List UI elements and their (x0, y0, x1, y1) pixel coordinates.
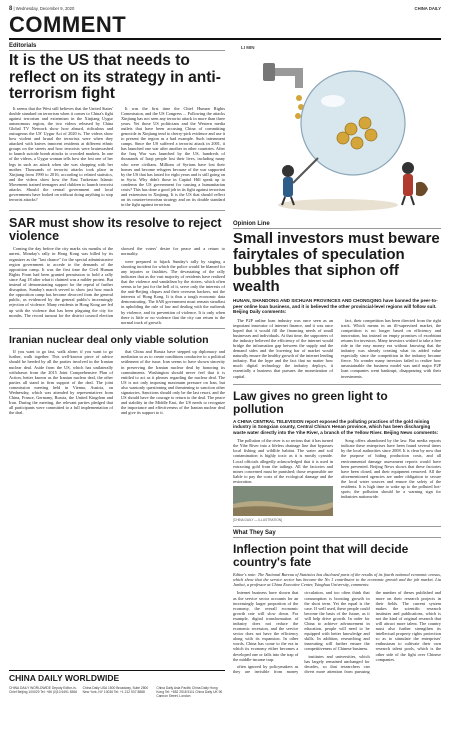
opinion-kicker: Opinion Line (233, 221, 441, 229)
masthead-info (9, 686, 225, 698)
editorial-3-col2: that China and Russia have stepped up diplomacy and mediation so as to create conditions conducive to a political settlement of the issue. Iran seems to have shown sincerity in preserving the Iranian nuclear deal by honoring its commitments. Washington should never feel that it is entitled to act as it pleases regarding the nuclear deal. The US is not only imposing maximum pressure on Iran, but also wantonly questioning and threatening to sanction other signatories. Sanctions should only be the last resort, and the US should have the courage to return to the deal. The peace and stability in the Middle East, the US needs to recognize the importance and effectiveness of the Iranian nuclear deal and give its support to it. (121, 349, 225, 416)
divider (233, 384, 441, 385)
opinion-2-body (233, 438, 441, 523)
opinion-3-headline: Inflection point that will decide country's fate (233, 542, 409, 570)
editorial-1-headline: It is the US that needs to reflect on its strategy in anti-terrorism fight (9, 52, 221, 102)
editorial-3-col1: If you want to go fast, walk alone; if you want to go further, walk together. This well-known piece of advice should be heeded by all the parties involved in the Iranian nuclear deal. Aside from the US, which has unilaterally withdrawn from the 2015 Joint Comprehensive Plan of Action, better known as the Iranian nuclear deal, the other parties all stand in firm support of the deal. The joint commission meeting held in Vienna, Austria, on Wednesday, which was attended by representatives from China, France, Germany, Russia, the United Kingdom and Iran. During the meeting, the relevant parties pledged that all participants were committed to a full implementation of the deal. (9, 349, 113, 416)
opinion-3-lead: Editor's note: The National Bureau of Statistics has disclosed parts of the results of its fourth national economic census, which show that the service sector has become the No 1 contributor to the economic growth and the job market. Liu Junhai, a professor at China Executive Center, Tsinghua University, comments: (233, 572, 441, 588)
page-number: 8 (9, 5, 13, 12)
cartoon-drawing (233, 43, 441, 221)
editorial-2-headline: SAR must show its resolve to reject violence (9, 216, 222, 244)
opinion-2-lead: A CHINA CENTRAL TELEVISION report exposed the polluting practices of the gold mining industry in Songxian county, Central China's Henan province, which has been discharging waste water directly into the Yihe River, a branch of the Yellow River. Beijing News comments: (233, 418, 439, 435)
editorials-column (9, 43, 225, 418)
opinion-column (233, 43, 441, 674)
opinion-2 (233, 390, 441, 524)
opinion-2-col1: The pollution of the river is so serious that it has turned the Yihe River into a lifeless drainage line that bypasses local fishing and wildlife habitat. The water and soil contamination is highly toxic as it is mostly cyanide. Local officials allegedly acknowledged that it is used in extracting gold from the tailings. All the factories and mines concerned must be punished; those responsible are liable to pay the costs of the ecological damage and the restoration. (233, 438, 333, 484)
editorial-3 (9, 335, 225, 418)
pollution-photo (233, 486, 333, 523)
editorial-3-headline: Iranian nuclear deal only viable solution (9, 333, 209, 346)
editorial-1-col1: It seems that the West still believes that the United States' double standard on terrorism when it comes to China's fight against terrorism and extremism in the Xinjiang Uygur autonomous region, the two videos released by China Global TV Network show how absurd, ridiculous and outrageous the US' Uygur Act of 2020 is. The videos show how violent and brutal the terrorists were when they attacked with knives innocent residents at different ethnic groups on the streets and how terrorists were brainwashed to launch suicide bomb attacks to crowded markets. In one of the videos, a Uygur woman tells how she lost one of her legs in such an attack when she was shopping with her mother. Thousands of terrorist attacks took place in Xinjiang from 1990 to 2016, according to related statistics, and the videos show how the East Turkestan Islamic Movement trained teenagers and children to launch terrorist attacks. Should the central government and local governments have looked on without doing anything to stop terrorist attacks? (9, 105, 113, 203)
masthead-title: CHINA DAILY WORLDWIDE (9, 673, 120, 683)
issue-date: Wednesday, December 9, 2020 (15, 5, 75, 11)
editorial-2-body (9, 246, 225, 324)
page-header: 8 | Wednesday, December 9, 2020 CHINA DAILY (9, 5, 441, 12)
editorial-2-col1: Coming the day before the city marks six months of the unrest, Monday's rally in Hong Kong was billed by its organizer as the "last chance" for the special administrative region government to accede to the demands of the opposition camp. It was the first time the Civil Human Rights Front had been granted permission to hold a rally since Aug 18 after what it claimed was a milder protest. But instead of demonstrating support for the repeal of further disruption, Sunday's march served to show just how much the opposition camp has become divorced from the general public, as evidenced by the general public's increasingly rejection of violence. Many residents in Hong Kong are fed up with the violence that has been plaguing the city for months. The record turnout for the district council election showed the voters' desire for peace and a return to normality. (9, 246, 225, 318)
opinion-1-headline: Small investors must beware fairytales of speculation bubbles that siphon off wealth (233, 230, 440, 295)
publication-name: CHINA DAILY (414, 6, 441, 11)
divider (9, 328, 225, 329)
opinion-1-body (233, 318, 441, 381)
opinion-3-col2: often ignored by policymakers as they are invisible from money circulation, and too often think that consumption is boosting growth in the short term. Yet the equal is the case. If well used, these people could become the basis of the future, as it will help drive growth. In order for China to achieve advancement in education, people will need to be equipped with better knowledge and skills. In addition, researching and innovating will further ensure the competitiveness of Chinese business. (233, 590, 370, 674)
masthead-box (9, 670, 225, 698)
divider (233, 526, 441, 527)
opinion-2-headline: Law gives no green light to pollution (233, 388, 388, 416)
opinion-3-body (233, 590, 441, 674)
opinion-3-col3: institutes and universities, which has largely remained unchanged for decades, so that researchers can divert more attention from pursuing the number of theses published and more on their research projects in their fields. The current system makes the scientific research institutes and publications, which is not the kind of original research that will attract more talent. The country must also further strengthen its intellectual property rights protection so as to stimulate the enterprises' enthusiasm to cultivate their own research talent pools, which is the other side of the fight over Chinese companies. (304, 590, 441, 674)
opinion-1-col1: The P2P online loan industry was once seen as an important innovator of internet finance, and it was once hoped that it would fill the financing needs of small businesses and individuals. At that time, the supporters of the industry believed the efficiency of the internet would bridge the information gap between the supply and the demand sides and the lowering bar of market would naturally ensure the healthy growth of the internet lending industry. But the hype and the fact that no matter how much digital technology the industry deploys, it essentially a business that pursues the monetization of capital. (233, 317, 333, 379)
divider (9, 210, 225, 211)
editorial-2 (9, 217, 225, 324)
section-title: COMMENT (9, 14, 441, 40)
opinion-3-col1: Internet business have shown that as the service sector accounts for an increasingly larger proportion of the economy, the overall economic growth rate will slow down. For example, digital transformation of industry does not reduce the economic recession, and the service sector does not have the efficiency along with its expansion. In other words, China has come to the era in which its economy either becomes a developed one or falls into the trap of the middle-income trap. (233, 590, 299, 662)
cartoon-illustration (233, 43, 441, 221)
opinion-3-kicker: What They Say (233, 530, 441, 538)
opinion-3 (233, 530, 441, 674)
opinion-1-deck: HUNAN, SHANDONG AND SICHUAN PROVINCES AND CHONGQING have banned the peer-to-peer online loan business, and it is believed the other provincial-level regions will follow suit. Beijing Daily comments: (233, 298, 438, 314)
masthead-col2: China Daily USA 1500 Broadway, Suite 2800 New York, NY 10036 Tel: +1 212 537 8888 (82, 686, 149, 694)
editorial-1-col2: It was the first time the Chief Human Rights Commission, and the US Congress ... Following the attacks Xinjiang has not seen any terrorist attack in more than three years. Yet those US politicians and the Western media outlets that have been accusing China of committing genocide in Xinjiang tend to cherry-pick evidence and use it to present the region as a bad example. Such internment camps. Since the US suffered a terrorist attack in 2001, it has launched one war after another in other countries. After the Iraq War was launched by the US, hundreds of thousands of Iraqi people lost their lives, including many who were civilians. Millions of Syrians have lost their homes and become refugees because of the war supported by the US that has lasted for eight years and is still going on in Syria. Why didn't those in Capitol Hill speak up to condemn the US government for causing a humanitarian crisis? This has done a good job in its fight against terrorism and extremism in Xinjiang. It is the US that should reflect on its counter-terrorism strategy and on its double standard in the fight against terrorism. (121, 105, 225, 208)
river-photo-image (233, 486, 333, 516)
masthead-col1: CHINA DAILY WORLDWIDE Deputy Editor-in-Chief Beijing 100029 Tel: +86 (0)10 6491 8366 (9, 686, 78, 694)
opinion-2-col2: Song offers abandoned by the law. But media reports indicate these enterprises have been found several times by the local authorities since 2008. It is clear by now that the purpose of hiding production costs, and all environmental damage assessment reports would have been prevented. Beijing News shows that these factories have been closed, and their equipment removed. All the aforementioned agencies are under obligation to secure the local water sources and ensure the safety of the residents. It is high time to wake up to the polluted hot-spots; the pollution should be a warning sign for industries nationwide. (341, 438, 441, 500)
opinion-1 (233, 231, 441, 381)
editorial-1-body (9, 106, 225, 208)
editorials-kicker: Editorials (9, 43, 225, 51)
opinion-1-col2: fact, their competition has been directed from the right track. Which means in an ill-supervised market, the competition is no longer based on efficiency and innovation, but instead on empty promises of exorbitant returns for investors. Many investors wished to take a free ride in the easy money era without knowing that the industry was already creating what its added value especially since the competition in the industry became fierce. No wonder many investors failed to realize how unsustainable the business model was until major P2P loan companies went bankrupt, disappearing with their investments. (341, 317, 441, 379)
editorial-2-col2: were prepared to hijack Sunday's rally by staging a shooting incident for which the police would be blamed for any injuries or fatalities. The devastating of the rally indicates that as the vast majority of residents have realized that the violence and vandalism by the rioters, which often seems to be just for the hell of it, serve only the interests of the anti-Beijing cliques and their overseas backers, not the interests of Hong Kong. It is thus a tough economic data demonstrating. The SAR government must remain steadfast in upholding the rule of law and dealing with the outbreak by violence, and its prevention of violence. It is only when there is little or no violence that the city can return to the normal track of growth. (121, 258, 225, 325)
editorial-3-body (9, 349, 225, 417)
masthead-col3: China Daily Asia Pacific China Daily Hong Kong Tel: +852 2518 5111 China Daily UK 90 Cannon Street, London (156, 686, 223, 698)
editorial-1 (9, 53, 225, 207)
photo-caption: [CHINA DAILY — ILLUSTRATION] (233, 518, 282, 523)
illustration-artist: LI MIN (241, 45, 255, 50)
page-columns (9, 43, 441, 743)
